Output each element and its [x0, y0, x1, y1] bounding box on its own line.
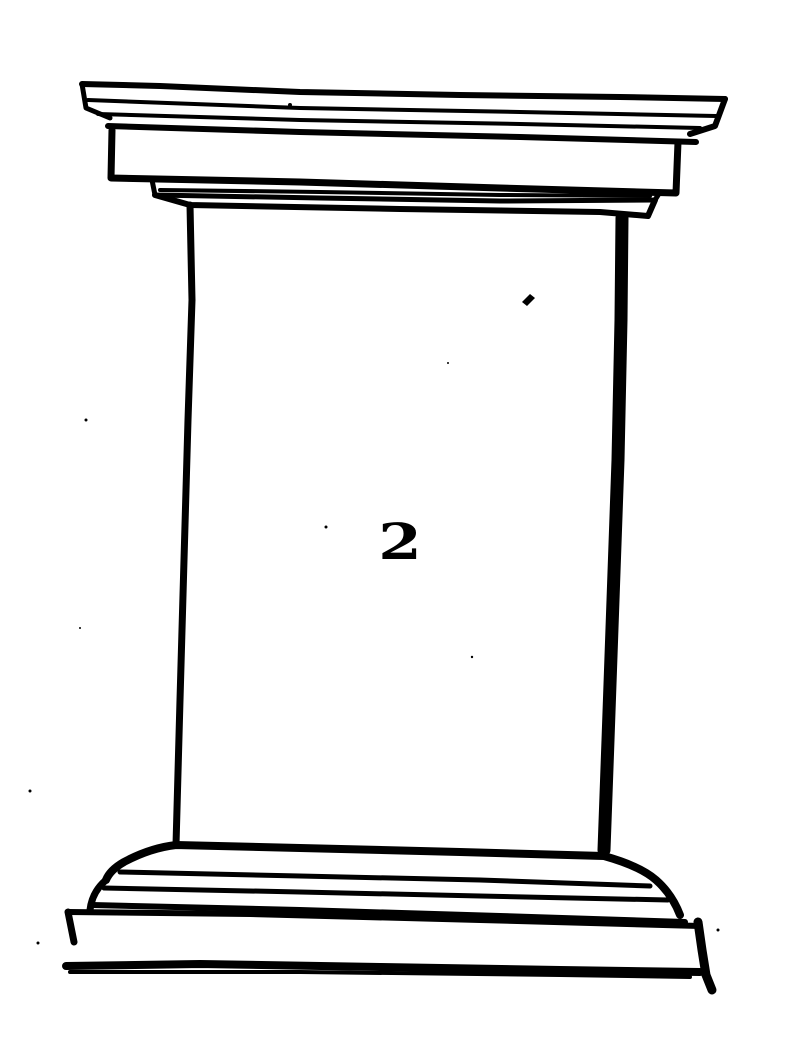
ink-speck — [522, 294, 535, 306]
ink-speck — [85, 419, 88, 422]
ink-speck — [79, 627, 81, 629]
ink-speck — [288, 103, 292, 107]
shaft-right-edge — [604, 218, 622, 850]
ink-speck — [447, 362, 449, 364]
ink-speck — [717, 929, 720, 932]
base-molding-line-2 — [104, 888, 668, 900]
base-molding-line-1 — [120, 872, 650, 886]
ink-speck — [325, 526, 328, 529]
cornice-molding-line-1 — [88, 100, 716, 116]
shaft-left-edge — [176, 205, 192, 845]
cornice — [82, 84, 725, 216]
ink-speck — [471, 656, 473, 658]
ink-speck — [37, 942, 40, 945]
cornice-top-edge — [82, 84, 725, 99]
figure-label: 2 — [378, 512, 422, 571]
pedestal-base — [66, 845, 712, 990]
cornice-molding-line-3 — [108, 126, 696, 142]
ink-speck — [29, 790, 32, 793]
plinth-right-side — [698, 922, 712, 990]
